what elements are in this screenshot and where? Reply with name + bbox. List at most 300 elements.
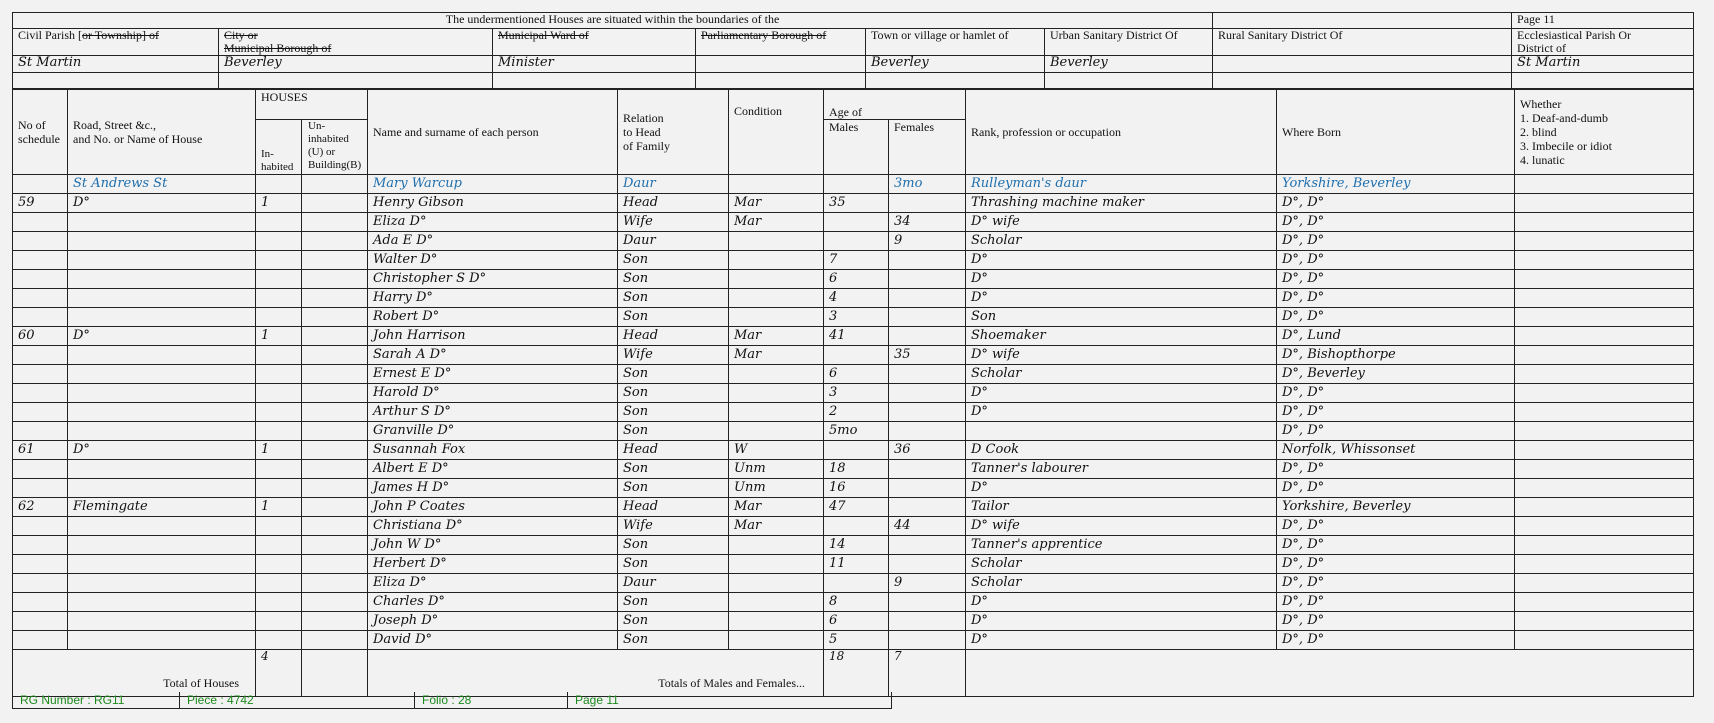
total-persons-label: Totals of Males and Females... bbox=[368, 650, 824, 697]
cell-inh bbox=[256, 213, 302, 232]
cell-f: 34 bbox=[889, 213, 966, 232]
cell-sched bbox=[13, 593, 68, 612]
cell-rel: Son bbox=[618, 251, 729, 270]
cell-m: 47 bbox=[824, 498, 889, 517]
cell-cond: Mar bbox=[729, 517, 824, 536]
cell-wh bbox=[1515, 517, 1694, 536]
col-females: Females bbox=[889, 120, 966, 175]
cell-sched: 59 bbox=[13, 194, 68, 213]
cell-occ: Scholar bbox=[966, 365, 1277, 384]
cell-born: Norfolk, Whissonset bbox=[1277, 441, 1515, 460]
cell-sched bbox=[13, 422, 68, 441]
cell-m: 7 bbox=[824, 251, 889, 270]
cell-cond: Unm bbox=[729, 479, 824, 498]
cell-wh bbox=[1515, 555, 1694, 574]
cell-name: John W D° bbox=[368, 536, 618, 555]
cell-cond bbox=[729, 384, 824, 403]
cell-name: Eliza D° bbox=[368, 574, 618, 593]
cell-sched bbox=[13, 175, 68, 194]
cell-sched bbox=[13, 612, 68, 631]
cell-m: 3 bbox=[824, 384, 889, 403]
cell-wh bbox=[1515, 441, 1694, 460]
cell-occ: D° bbox=[966, 384, 1277, 403]
cell-wh bbox=[1515, 593, 1694, 612]
cell-sched bbox=[13, 574, 68, 593]
cell-uninh bbox=[302, 441, 368, 460]
total-males-value: 18 bbox=[824, 650, 889, 697]
cell-inh bbox=[256, 612, 302, 631]
cell-sched bbox=[13, 346, 68, 365]
table-row bbox=[13, 631, 1694, 650]
cell-m: 8 bbox=[824, 593, 889, 612]
cell-road bbox=[68, 213, 256, 232]
cell-f: 9 bbox=[889, 232, 966, 251]
col-schedule: No of schedule bbox=[13, 90, 68, 175]
cell-f bbox=[889, 365, 966, 384]
cell-wh bbox=[1515, 536, 1694, 555]
cell-m: 35 bbox=[824, 194, 889, 213]
cell-m: 6 bbox=[824, 612, 889, 631]
cell-m: 11 bbox=[824, 555, 889, 574]
cell-inh bbox=[256, 517, 302, 536]
cell-uninh bbox=[302, 194, 368, 213]
cell-rel: Head bbox=[618, 498, 729, 517]
cell-inh: 1 bbox=[256, 194, 302, 213]
cell-occ: Scholar bbox=[966, 574, 1277, 593]
cell-cond: Mar bbox=[729, 346, 824, 365]
cell-name: James H D° bbox=[368, 479, 618, 498]
cell-road bbox=[68, 612, 256, 631]
cell-cond bbox=[729, 555, 824, 574]
cell-occ: D° bbox=[966, 631, 1277, 650]
cell-inh bbox=[256, 555, 302, 574]
cell-road bbox=[68, 593, 256, 612]
cell-wh bbox=[1515, 327, 1694, 346]
cell-name: Christopher S D° bbox=[368, 270, 618, 289]
cell-born: D°, D° bbox=[1277, 289, 1515, 308]
total-houses-label: Total of Houses bbox=[13, 650, 256, 697]
table-row bbox=[13, 555, 1694, 574]
cell-occ: D° bbox=[966, 403, 1277, 422]
table-row bbox=[13, 327, 1694, 346]
cell-road: D° bbox=[68, 441, 256, 460]
cell-road bbox=[68, 631, 256, 650]
table-row bbox=[13, 289, 1694, 308]
cell-name: Granville D° bbox=[368, 422, 618, 441]
cell-born: D°, D° bbox=[1277, 232, 1515, 251]
cell-m bbox=[824, 232, 889, 251]
cell-cond: Mar bbox=[729, 327, 824, 346]
cell-cond bbox=[729, 232, 824, 251]
table-row bbox=[13, 612, 1694, 631]
cell-inh bbox=[256, 422, 302, 441]
cell-born: Yorkshire, Beverley bbox=[1277, 498, 1515, 517]
table-row bbox=[13, 517, 1694, 536]
cell-wh bbox=[1515, 460, 1694, 479]
cell-f: 36 bbox=[889, 441, 966, 460]
cell-f bbox=[889, 270, 966, 289]
cell-uninh bbox=[302, 327, 368, 346]
table-row bbox=[13, 194, 1694, 213]
cell-occ bbox=[966, 422, 1277, 441]
cell-m bbox=[824, 574, 889, 593]
cell-road bbox=[68, 251, 256, 270]
table-row bbox=[13, 536, 1694, 555]
cell-m: 5 bbox=[824, 631, 889, 650]
cell-occ: Tanner's apprentice bbox=[966, 536, 1277, 555]
cell-occ: Shoemaker bbox=[966, 327, 1277, 346]
cell-f: 9 bbox=[889, 574, 966, 593]
cell-name: Herbert D° bbox=[368, 555, 618, 574]
cell-born: D°, D° bbox=[1277, 631, 1515, 650]
cell-wh bbox=[1515, 365, 1694, 384]
col-road: Road, Street &c., and No. or Name of House bbox=[68, 90, 256, 175]
cell-name: Arthur S D° bbox=[368, 403, 618, 422]
cell-uninh bbox=[302, 213, 368, 232]
cell-inh bbox=[256, 460, 302, 479]
table-row bbox=[13, 593, 1694, 612]
col-name: Name and surname of each person bbox=[368, 90, 618, 175]
cell-sched bbox=[13, 232, 68, 251]
cell-uninh bbox=[302, 365, 368, 384]
source-footer bbox=[12, 692, 892, 709]
cell-f bbox=[889, 194, 966, 213]
cell-sched bbox=[13, 308, 68, 327]
cell-road bbox=[68, 517, 256, 536]
cell-rel: Son bbox=[618, 536, 729, 555]
col-age: Age of bbox=[824, 90, 966, 120]
cell-inh bbox=[256, 251, 302, 270]
cell-uninh bbox=[302, 555, 368, 574]
table-row bbox=[13, 251, 1694, 270]
cell-born: D°, D° bbox=[1277, 403, 1515, 422]
cell-road: D° bbox=[68, 327, 256, 346]
cell-inh bbox=[256, 384, 302, 403]
cell-born: D°, D° bbox=[1277, 308, 1515, 327]
cell-wh bbox=[1515, 346, 1694, 365]
civil-parish-value: St Martin bbox=[13, 56, 219, 73]
cell-wh bbox=[1515, 384, 1694, 403]
cell-uninh bbox=[302, 631, 368, 650]
cell-cond bbox=[729, 422, 824, 441]
cell-inh bbox=[256, 536, 302, 555]
cell-cond: Mar bbox=[729, 213, 824, 232]
cell-sched bbox=[13, 460, 68, 479]
cell-cond bbox=[729, 175, 824, 194]
cell-road: St Andrews St bbox=[68, 175, 256, 194]
cell-wh bbox=[1515, 498, 1694, 517]
rural-label: Rural Sanitary District Of bbox=[1213, 29, 1512, 56]
cell-rel: Son bbox=[618, 555, 729, 574]
cell-wh bbox=[1515, 631, 1694, 650]
cell-born: D°, Bishopthorpe bbox=[1277, 346, 1515, 365]
cell-road bbox=[68, 422, 256, 441]
col-whether: Whether 1. Deaf-and-dumb 2. blind 3. Imbecile or idiot 4. lunatic bbox=[1515, 90, 1694, 175]
person-rows bbox=[13, 175, 1694, 650]
cell-road bbox=[68, 346, 256, 365]
cell-inh bbox=[256, 365, 302, 384]
cell-rel: Son bbox=[618, 479, 729, 498]
totals-row bbox=[13, 650, 1694, 697]
cell-uninh bbox=[302, 384, 368, 403]
cell-name: John P Coates bbox=[368, 498, 618, 517]
page-label: Page 11 bbox=[1512, 13, 1694, 29]
table-row bbox=[13, 384, 1694, 403]
cell-m: 16 bbox=[824, 479, 889, 498]
cell-cond: Mar bbox=[729, 498, 824, 517]
cell-sched bbox=[13, 479, 68, 498]
cell-wh bbox=[1515, 232, 1694, 251]
cell-sched bbox=[13, 270, 68, 289]
table-row bbox=[13, 498, 1694, 517]
cell-born: D°, D° bbox=[1277, 479, 1515, 498]
cell-wh bbox=[1515, 251, 1694, 270]
cell-rel: Son bbox=[618, 612, 729, 631]
cell-rel: Son bbox=[618, 422, 729, 441]
cell-rel: Son bbox=[618, 593, 729, 612]
cell-m: 14 bbox=[824, 536, 889, 555]
cell-road bbox=[68, 479, 256, 498]
cell-occ: Son bbox=[966, 308, 1277, 327]
cell-born: D°, D° bbox=[1277, 460, 1515, 479]
eccl-value: St Martin bbox=[1512, 56, 1694, 73]
cell-rel: Son bbox=[618, 384, 729, 403]
cell-f bbox=[889, 308, 966, 327]
cell-uninh bbox=[302, 251, 368, 270]
cell-sched bbox=[13, 384, 68, 403]
cell-cond bbox=[729, 289, 824, 308]
cell-inh bbox=[256, 270, 302, 289]
table-row bbox=[13, 574, 1694, 593]
cell-born: D°, D° bbox=[1277, 270, 1515, 289]
table-row bbox=[13, 175, 1694, 194]
cell-born: D°, D° bbox=[1277, 194, 1515, 213]
cell-rel: Wife bbox=[618, 346, 729, 365]
cell-m: 4 bbox=[824, 289, 889, 308]
ward-value: Minister bbox=[493, 56, 696, 73]
cell-inh bbox=[256, 479, 302, 498]
col-condition: Condition bbox=[729, 90, 824, 175]
col-relation: Relation to Head of Family bbox=[618, 90, 729, 175]
cell-name: Albert E D° bbox=[368, 460, 618, 479]
cell-uninh bbox=[302, 593, 368, 612]
cell-inh: 1 bbox=[256, 441, 302, 460]
cell-inh: 1 bbox=[256, 327, 302, 346]
cell-rel: Son bbox=[618, 460, 729, 479]
cell-road bbox=[68, 574, 256, 593]
cell-occ: D Cook bbox=[966, 441, 1277, 460]
cell-wh bbox=[1515, 308, 1694, 327]
cell-rel: Son bbox=[618, 289, 729, 308]
cell-occ: Thrashing machine maker bbox=[966, 194, 1277, 213]
cell-uninh bbox=[302, 479, 368, 498]
town-value: Beverley bbox=[866, 56, 1045, 73]
cell-wh bbox=[1515, 403, 1694, 422]
cell-road bbox=[68, 289, 256, 308]
cell-cond bbox=[729, 251, 824, 270]
cell-f: 44 bbox=[889, 517, 966, 536]
cell-occ: Rulleyman's daur bbox=[966, 175, 1277, 194]
col-uninhabited: Un- inhabited (U) or Building(B) bbox=[302, 120, 368, 175]
cell-f bbox=[889, 555, 966, 574]
cell-f bbox=[889, 327, 966, 346]
cell-occ: Tailor bbox=[966, 498, 1277, 517]
town-label: Town or village or hamlet of bbox=[866, 29, 1045, 56]
cell-f bbox=[889, 536, 966, 555]
cell-uninh bbox=[302, 232, 368, 251]
cell-m bbox=[824, 175, 889, 194]
cell-road bbox=[68, 536, 256, 555]
cell-f bbox=[889, 422, 966, 441]
cell-born: D°, D° bbox=[1277, 422, 1515, 441]
table-row bbox=[13, 232, 1694, 251]
cell-cond bbox=[729, 574, 824, 593]
cell-occ: D° bbox=[966, 251, 1277, 270]
cell-wh bbox=[1515, 612, 1694, 631]
cell-born: D°, D° bbox=[1277, 612, 1515, 631]
cell-f bbox=[889, 384, 966, 403]
cell-uninh bbox=[302, 270, 368, 289]
cell-m: 5mo bbox=[824, 422, 889, 441]
cell-rel: Daur bbox=[618, 232, 729, 251]
cell-inh bbox=[256, 631, 302, 650]
cell-occ: D° bbox=[966, 270, 1277, 289]
cell-sched bbox=[13, 555, 68, 574]
cell-uninh bbox=[302, 289, 368, 308]
cell-born: D°, D° bbox=[1277, 384, 1515, 403]
cell-rel: Daur bbox=[618, 175, 729, 194]
cell-name: Harold D° bbox=[368, 384, 618, 403]
cell-name: Eliza D° bbox=[368, 213, 618, 232]
cell-sched: 62 bbox=[13, 498, 68, 517]
cell-born: D°, D° bbox=[1277, 574, 1515, 593]
table-row bbox=[13, 213, 1694, 232]
cell-rel: Son bbox=[618, 403, 729, 422]
cell-born: D°, Beverley bbox=[1277, 365, 1515, 384]
cell-born: D°, D° bbox=[1277, 593, 1515, 612]
census-sheet bbox=[12, 12, 1693, 697]
cell-name: Sarah A D° bbox=[368, 346, 618, 365]
cell-inh bbox=[256, 175, 302, 194]
district-header bbox=[12, 12, 1694, 89]
cell-uninh bbox=[302, 517, 368, 536]
cell-wh bbox=[1515, 175, 1694, 194]
table-row bbox=[13, 308, 1694, 327]
cell-uninh bbox=[302, 422, 368, 441]
cell-sched bbox=[13, 536, 68, 555]
cell-cond bbox=[729, 270, 824, 289]
cell-road bbox=[68, 555, 256, 574]
cell-m bbox=[824, 213, 889, 232]
cell-sched bbox=[13, 289, 68, 308]
cell-rel: Son bbox=[618, 631, 729, 650]
cell-occ: D° wife bbox=[966, 213, 1277, 232]
cell-m: 6 bbox=[824, 365, 889, 384]
cell-sched: 61 bbox=[13, 441, 68, 460]
cell-sched bbox=[13, 213, 68, 232]
cell-uninh bbox=[302, 574, 368, 593]
cell-born: D°, D° bbox=[1277, 517, 1515, 536]
cell-f: 35 bbox=[889, 346, 966, 365]
cell-inh bbox=[256, 346, 302, 365]
piece-number: Piece : 4742 bbox=[180, 692, 415, 708]
cell-f bbox=[889, 498, 966, 517]
cell-m: 6 bbox=[824, 270, 889, 289]
cell-cond bbox=[729, 365, 824, 384]
cell-m: 2 bbox=[824, 403, 889, 422]
cell-f bbox=[889, 460, 966, 479]
cell-uninh bbox=[302, 498, 368, 517]
cell-sched bbox=[13, 631, 68, 650]
folio-number: Folio : 28 bbox=[415, 692, 568, 708]
cell-rel: Son bbox=[618, 270, 729, 289]
cell-occ: Tanner's labourer bbox=[966, 460, 1277, 479]
cell-cond bbox=[729, 631, 824, 650]
cell-m: 41 bbox=[824, 327, 889, 346]
cell-cond bbox=[729, 593, 824, 612]
cell-road bbox=[68, 270, 256, 289]
cell-name: Christiana D° bbox=[368, 517, 618, 536]
cell-wh bbox=[1515, 289, 1694, 308]
table-row bbox=[13, 422, 1694, 441]
cell-name: Walter D° bbox=[368, 251, 618, 270]
cell-uninh bbox=[302, 403, 368, 422]
col-males: Males bbox=[824, 120, 889, 175]
cell-wh bbox=[1515, 574, 1694, 593]
col-occupation: Rank, profession or occupation bbox=[966, 90, 1277, 175]
cell-wh bbox=[1515, 194, 1694, 213]
table-row bbox=[13, 403, 1694, 422]
cell-f bbox=[889, 479, 966, 498]
cell-cond: Unm bbox=[729, 460, 824, 479]
parl-value bbox=[696, 56, 866, 73]
page-number: Page 11 bbox=[575, 693, 619, 707]
cell-road bbox=[68, 384, 256, 403]
cell-f bbox=[889, 631, 966, 650]
cell-rel: Daur bbox=[618, 574, 729, 593]
total-houses-value: 4 bbox=[256, 650, 302, 697]
cell-rel: Head bbox=[618, 441, 729, 460]
cell-wh bbox=[1515, 270, 1694, 289]
cell-uninh bbox=[302, 308, 368, 327]
rural-value bbox=[1213, 56, 1512, 73]
cell-name: David D° bbox=[368, 631, 618, 650]
cell-m: 3 bbox=[824, 308, 889, 327]
cell-sched: 60 bbox=[13, 327, 68, 346]
cell-road bbox=[68, 403, 256, 422]
cell-occ: D° bbox=[966, 593, 1277, 612]
table-row bbox=[13, 460, 1694, 479]
cell-name: Ada E D° bbox=[368, 232, 618, 251]
cell-uninh bbox=[302, 460, 368, 479]
cell-uninh bbox=[302, 346, 368, 365]
cell-name: Joseph D° bbox=[368, 612, 618, 631]
cell-road bbox=[68, 232, 256, 251]
cell-f bbox=[889, 289, 966, 308]
schedule-table bbox=[12, 89, 1694, 697]
ward-label: Municipal Ward of bbox=[493, 29, 696, 56]
cell-f bbox=[889, 612, 966, 631]
cell-uninh bbox=[302, 612, 368, 631]
urban-label: Urban Sanitary District Of bbox=[1045, 29, 1213, 56]
cell-sched bbox=[13, 517, 68, 536]
cell-occ: Scholar bbox=[966, 555, 1277, 574]
cell-rel: Son bbox=[618, 308, 729, 327]
cell-road bbox=[68, 308, 256, 327]
cell-rel: Son bbox=[618, 365, 729, 384]
eccl-label: Ecclesiastical Parish Or District of bbox=[1512, 29, 1694, 56]
cell-sched bbox=[13, 365, 68, 384]
